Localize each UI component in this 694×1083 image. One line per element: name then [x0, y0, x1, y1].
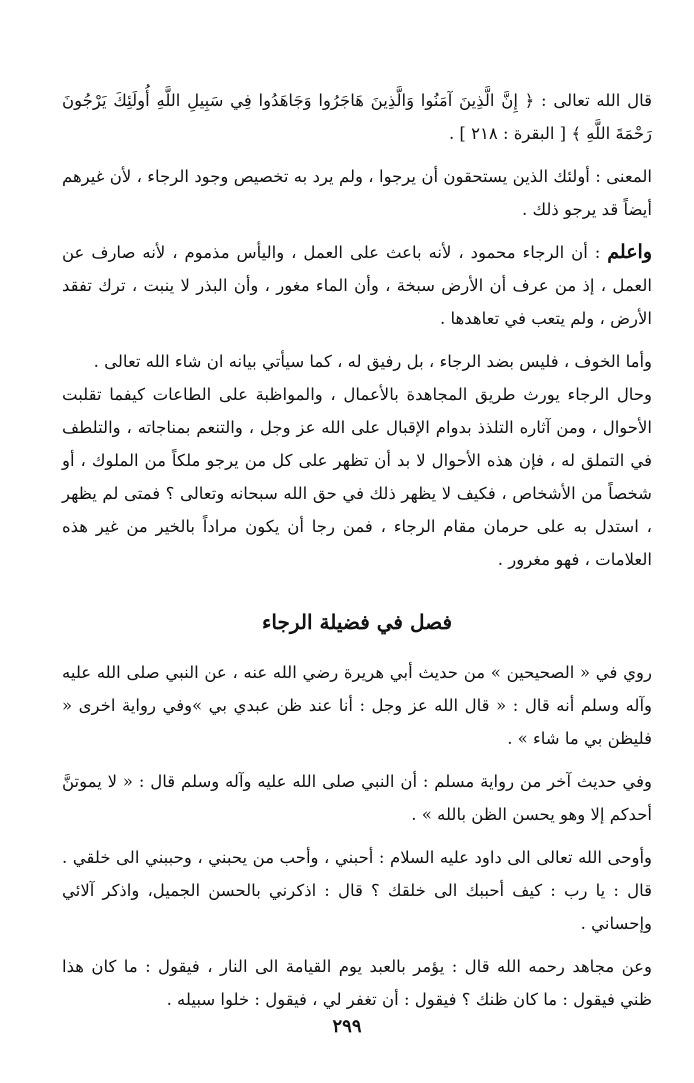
fear-paragraph: وأما الخوف ، فليس بضد الرجاء ، بل رفيق له ، كما سيأتي بيانه ان شاء الله تعالى .: [93, 352, 652, 371]
section-title: فصل في فضيلة الرجاء: [262, 610, 452, 634]
quran-verse-paragraph: قال الله تعالى : ﴿ إِنَّ الَّذِينَ آمَنُوا وَالَّذِينَ هَاجَرُوا وَجَاهَدُوا فِي سَبِيلِ اللَّهِ أُولَئِكَ يَرْجُونَ رَحْمَةَ اللَّهِ ﴾ [ البقرة : ٢١٨ ] .: [62, 91, 652, 143]
know-paragraph: [62, 236, 652, 335]
document-page: [62, 84, 652, 1016]
page-number: ٢٩٩: [332, 1016, 362, 1037]
revelation-paragraph: وأوحى الله تعالى الى داود عليه السلام : أحبني ، وأحب من يحبني ، وحببني الى خلقي . قال : يا رب : كيف أحببك الى خلقك ؟ قال : اذكرني بالحسن الجميل، واذكر آلائي وإحساني .: [62, 848, 652, 933]
lead-word: واعلم: [607, 241, 652, 263]
know-paragraph-text: : أن الرجاء محمود ، لأنه باعث على العمل ، واليأس مذموم ، لأنه صارف عن العمل ، إذ من عرف أن الأرض سبخة ، وأن الماء مغور ، وأن البذر لا ينبت ، ترك تفقد الأرض ، ولم يتعب في تعاهدها .: [62, 243, 652, 328]
mujahid-paragraph: وعن مجاهد رحمه الله قال : يؤمر بالعبد يوم القيامة الى النار ، فيقول : ما كان هذا ظني فيقول : ما كان ظنك ؟ فيقول : أن تغفر لي ، فيقول : خلوا سبيله .: [62, 957, 652, 1009]
hadith-paragraph-1: روي في « الصحيحين » من حديث أبي هريرة رضي الله عنه ، عن النبي صلى الله عليه وآله وسلم أنه قال : « قال الله عز وجل : أنا عند ظن عبدي بي »وفي رواية اخرى « فليظن بي ما شاء » .: [62, 663, 652, 748]
hadith-paragraph-2: وفي حديث آخر من رواية مسلم : أن النبي صلى الله عليه وآله وسلم قال : « لا يموتنَّ أحدكم إلا وهو يحسن الظن بالله » .: [62, 772, 652, 824]
state-paragraph: وحال الرجاء يورث طريق المجاهدة بالأعمال ، والمواظبة على الطاعات كيفما تقلبت الأحوال ، ومن آثاره التلذذ بدوام الإقبال على الله عز وجل ، والتنعم بمناجاته ، والتلطف في التملق له ، فإن هذه الأحوال لا بد أن تظهر على كل من يرجو ملكاً من الملوك ، أو شخصاً من الأشخاص ، فكيف لا يظهر ذلك في حق الله سبحانه وتعالى ؟ فمتى لم يظهر ، استدل به على حرمان مقام الرجاء ، فمن رجا أن يكون مراداً بالخير من غير هذه العلامات ، فهو مغرور .: [62, 385, 652, 569]
meaning-paragraph: المعنى : أولئك الذين يستحقون أن يرجوا ، ولم يرد به تخصيص وجود الرجاء ، لأن غيرهم أيضاً قد يرجو ذلك .: [62, 167, 652, 219]
